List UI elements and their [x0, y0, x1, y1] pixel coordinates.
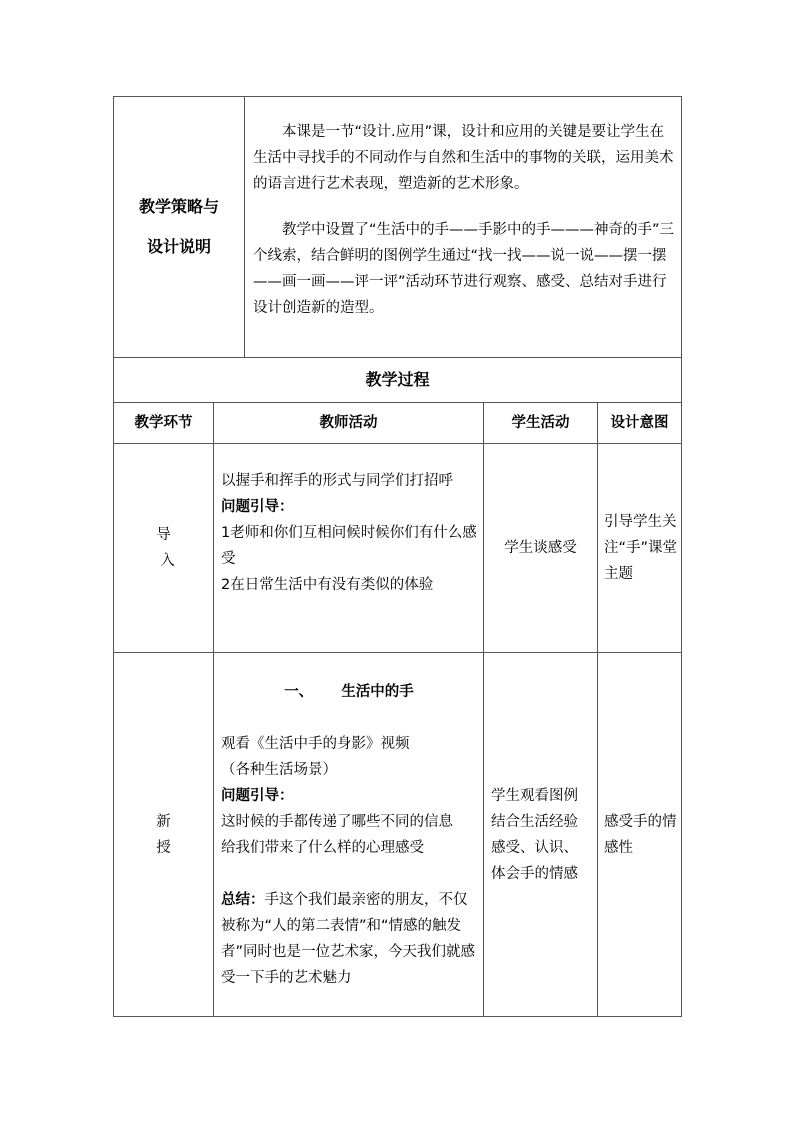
header-design-intent: 设计意图 [598, 403, 682, 444]
intro-question-1: 1老师和你们互相问候时候你们有什么感受 [221, 525, 477, 567]
summary-paragraph [221, 887, 477, 991]
strategy-paragraph-2: 教学中设置了“生活中的手——手影中的手———神奇的手”三个线索，结合鲜明的图例学生通过“找一找——说一说——摆一摆——画一画——评一评”活动环节进行观察、感受、总结对手进行设计创造新的造型。 [253, 222, 675, 316]
new-question-1: 这时候的手都传递了哪些不同的信息 [221, 814, 453, 830]
strategy-row [114, 97, 682, 358]
strategy-label-line1: 教学策略与 [138, 197, 219, 216]
lesson-plan-sheet [113, 96, 681, 1017]
student-cell-intro: 学生谈感受 [484, 444, 598, 653]
intent-cell-intro: 引导学生关注“手”课堂主题 [598, 444, 682, 653]
watch-video-note: （各种生活场景） [221, 762, 337, 778]
section-title: 生活中的手 [341, 684, 414, 700]
section-number: 一、 [284, 684, 314, 700]
process-title: 教学过程 [114, 358, 682, 403]
strategy-label-cell [114, 97, 245, 357]
teacher-cell-intro [214, 444, 484, 653]
teacher-cell-new [214, 653, 484, 1017]
strategy-content-cell [245, 97, 681, 357]
stage-intro-line1: 导 [156, 527, 171, 543]
intent-cell-new: 感受手的情感性 [598, 653, 682, 1017]
stage-intro-line2: 入 [160, 553, 175, 569]
new-question-2: 给我们带来了什么样的心理感受 [221, 840, 424, 856]
lesson-plan-table [113, 96, 682, 1017]
summary-text: 手这个我们最亲密的朋友，不仅被称为“人的第二表情”和“情感的触发者”同时也是一位艺术家，今天我们就感受一下手的艺术魅力 [221, 892, 476, 986]
table-row [114, 653, 682, 1017]
table-row [114, 444, 682, 653]
stage-cell-intro [114, 444, 214, 653]
header-student-activity: 学生活动 [484, 403, 598, 444]
stage-new-line2: 授 [156, 839, 171, 856]
section-heading [221, 679, 477, 705]
intro-question-label: 问题引导： [221, 499, 294, 515]
student-cell-new: 学生观看图例结合生活经验感受、认识、体会手的情感 [484, 653, 598, 1017]
stage-new-line1: 新 [156, 813, 171, 830]
strategy-label-line2: 设计说明 [146, 237, 211, 256]
header-stage: 教学环节 [114, 403, 214, 444]
strategy-paragraph-1: 本课是一节“设计.应用”课，设计和应用的关键是要让学生在生活中寻找手的不同动作与自然和生活中的事物的关联，运用美术的语言进行艺术表现，塑造新的艺术形象。 [253, 124, 674, 192]
new-question-label: 问题引导： [221, 788, 294, 804]
stage-cell-new [114, 653, 214, 1017]
watch-video-text: 观看《生活中手的身影》视频 [221, 736, 410, 752]
intro-question-2: 2在日常生活中有没有类似的体验 [221, 577, 434, 593]
intro-greeting: 以握手和挥手的形式与同学们打招呼 [221, 473, 453, 489]
header-teacher-activity: 教师活动 [214, 403, 484, 444]
summary-label: 总结： [221, 892, 265, 908]
